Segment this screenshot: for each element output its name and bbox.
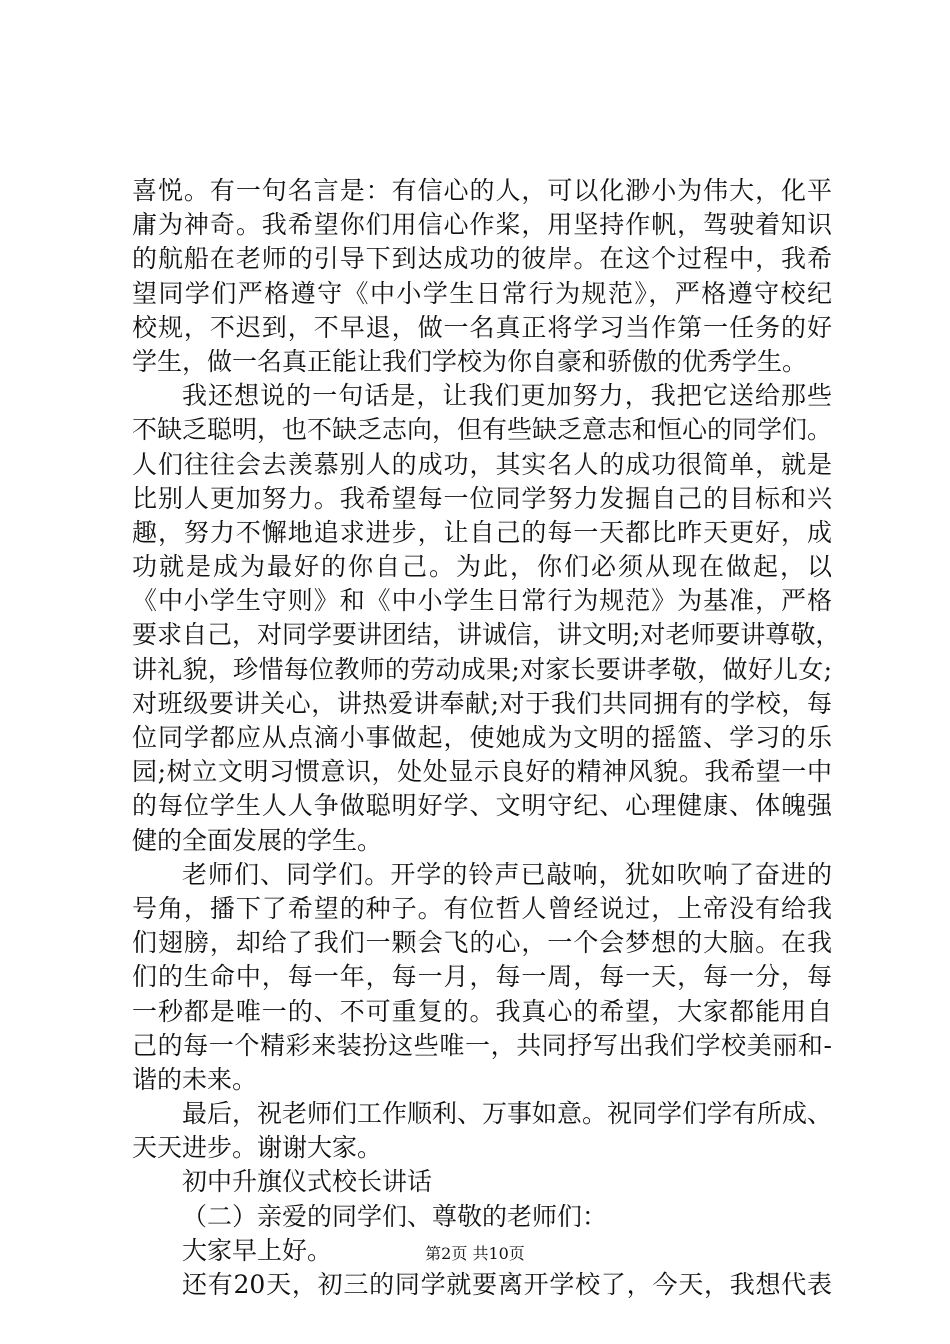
text-line: 老师们、同学们。开学的铃声已敲响，犹如吹响了奋进的 (182, 859, 832, 889)
text-line: 大家早上好。 (182, 1235, 333, 1265)
text-line: 讲礼貌，珍惜每位教师的劳动成果;对家长要讲孝敬，做好儿女; (132, 654, 832, 684)
text-line: 天天进步。谢谢大家。 (132, 1133, 383, 1163)
page-footer: 第2页 共10页 (425, 1244, 525, 1263)
text-line: 望同学们严格遵守《中小学生日常行为规范》，严格遵守校纪 (132, 278, 832, 308)
text-line: 谐的未来。 (132, 1064, 258, 1094)
text-line: 一秒都是唯一的、不可重复的。我真心的希望，大家都能用自 (132, 996, 832, 1026)
text-line: 健的全面发展的学生。 (132, 825, 383, 855)
text-line: 庸为神奇。我希望你们用信心作桨，用坚持作帆，驾驶着知识 (132, 210, 832, 240)
text-line: 最后，祝老师们工作顺利、万事如意。祝同学们学有所成、 (182, 1099, 833, 1129)
text-line: 己的每一个精彩来装扮这些唯一，共同抒写出我们学校美丽和- (132, 1030, 832, 1060)
text-line: 校规，不迟到，不早退，做一名真正将学习当作第一任务的好 (132, 312, 832, 342)
text-line: 们翅膀，却给了我们一颗会飞的心，一个会梦想的大脑。在我 (132, 928, 832, 958)
text-line: 的每位学生人人争做聪明好学、文明守纪、心理健康、体魄强 (132, 791, 832, 821)
text-line: 喜悦。有一句名言是：有信心的人，可以化渺小为伟大，化平 (132, 176, 832, 205)
document-body (132, 174, 841, 1302)
text-line: 趣，努力不懈地追求进步，让自己的每一天都比昨天更好，成 (132, 517, 832, 547)
text-line: 还有20天，初三的同学就要离开学校了，今天，我想代表 (182, 1270, 832, 1299)
text-line: 对班级要讲关心，讲热爱讲奉献;对于我们共同拥有的学校，每 (132, 688, 832, 718)
text-line: 位同学都应从点滴小事做起，使她成为文明的摇篮、学习的乐 (132, 723, 832, 752)
text-line: （二）亲爱的同学们、尊敬的老师们： (182, 1201, 608, 1231)
text-line: 园;树立文明习惯意识，处处显示良好的精神风貌。我希望一中 (132, 757, 832, 787)
text-line: 初中升旗仪式校长讲话 (182, 1167, 433, 1197)
text-line: 的航船在老师的引导下到达成功的彼岸。在这个过程中，我希 (132, 244, 832, 274)
text-line: 不缺乏聪明，也不缺乏志向，但有些缺乏意志和恒心的同学们。 (132, 415, 833, 445)
text-line: 们的生命中，每一年，每一月，每一周，每一天，每一分，每 (132, 962, 832, 992)
text-line: 我还想说的一句话是，让我们更加努力，我把它送给那些 (182, 381, 832, 411)
text-line: 号角，播下了希望的种子。有位哲人曾经说过，上帝没有给我 (132, 893, 832, 923)
text-line: 《中小学生守则》和《中小学生日常行为规范》为基准，严格 (132, 586, 832, 616)
text-line: 功就是成为最好的你自己。为此，你们必须从现在做起，以 (132, 552, 832, 582)
text-line: 比别人更加努力。我希望每一位同学努力发掘自己的目标和兴 (132, 483, 832, 513)
text-line: 人们往往会去羡慕别人的成功，其实名人的成功很简单，就是 (132, 449, 832, 479)
text-line: 学生，做一名真正能让我们学校为你自豪和骄傲的优秀学生。 (132, 346, 808, 376)
text-line: 要求自己，对同学要讲团结，讲诚信，讲文明;对老师要讲尊敬， (132, 620, 841, 650)
